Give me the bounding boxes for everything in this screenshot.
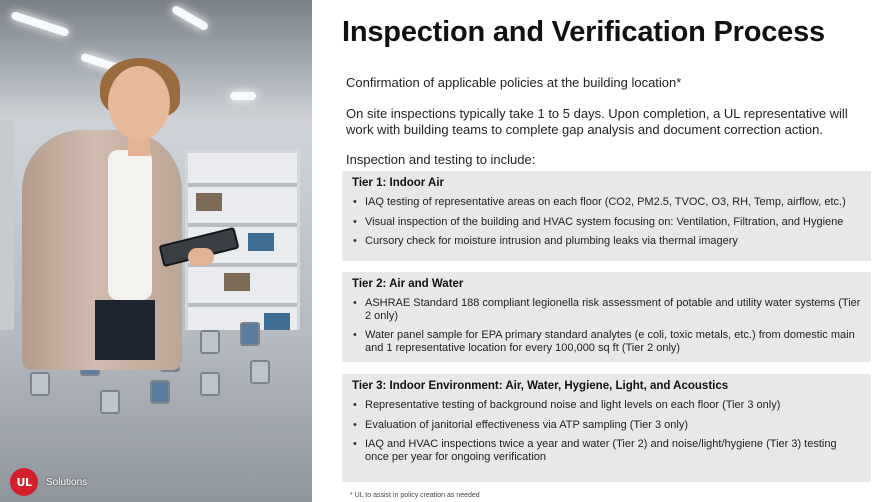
person-shirt <box>108 150 152 300</box>
person-head <box>108 66 170 140</box>
photo-pillar <box>0 120 14 340</box>
ul-logo-icon: UL <box>10 468 38 496</box>
photo-device <box>240 322 260 346</box>
list-item: • Visual inspection of the building and HVAC system focusing on: Ventilation, Filtration, and Hygiene <box>352 216 861 229</box>
footnote: * UL to assist in policy creation as needed <box>350 492 480 499</box>
list-item: • Representative testing of background noise and light levels on each floor (Tier 3 only) <box>352 399 861 412</box>
list-item: • IAQ testing of representative areas on each floor (CO2, PM2.5, TVOC, O3, RH, Temp, airflow, etc.) <box>352 196 861 209</box>
brand-logo <box>10 468 87 496</box>
tier-list <box>352 399 861 463</box>
description-text: On site inspections typically take 1 to 5 days. Upon completion, a UL representative will work with building teams to complete gap analysis and document correction action. <box>346 106 848 137</box>
intro-text: Confirmation of applicable policies at the building location* <box>346 75 682 90</box>
photo-device <box>100 390 120 414</box>
tier-3-box <box>342 374 871 482</box>
photo-device <box>30 372 50 396</box>
brand-name: Solutions <box>46 476 88 488</box>
slide-content <box>312 0 883 502</box>
photo-device <box>250 360 270 384</box>
list-item: • Evaluation of janitorial effectiveness via ATP sampling (Tier 3 only) <box>352 419 861 432</box>
inspection-lead-text: Inspection and testing to include: <box>346 152 536 167</box>
hero-photo <box>0 0 312 502</box>
tier-list <box>352 196 861 248</box>
slide-title: Inspection and Verification Process <box>342 16 825 48</box>
list-item: • Water panel sample for EPA primary standard analytes (e coli, toxic metals, etc.) from domestic main and 1 representative location for every 100,000 sq ft (Tier 2 only) <box>352 329 861 354</box>
tier-heading: Tier 1: Indoor Air <box>352 177 445 189</box>
photo-device <box>200 372 220 396</box>
ceiling-light <box>230 92 256 100</box>
tier-1-box <box>342 171 871 261</box>
tier-list <box>352 297 861 354</box>
person-pants <box>95 300 155 360</box>
tier-heading: Tier 3: Indoor Environment: Air, Water, Hygiene, Light, and Acoustics <box>352 380 729 392</box>
list-item: • Cursory check for moisture intrusion and plumbing leaks via thermal imagery <box>352 235 861 248</box>
photo-device <box>150 380 170 404</box>
person-hand <box>188 248 214 266</box>
photo-device <box>200 330 220 354</box>
list-item: • IAQ and HVAC inspections twice a year and water (Tier 2) and noise/light/hygiene (Tier 3) testing once per year for ongoing verification <box>352 438 861 463</box>
tier-2-box <box>342 272 871 362</box>
tier-heading: Tier 2: Air and Water <box>352 278 464 290</box>
list-item: • ASHRAE Standard 188 compliant legionella risk assessment of potable and utility water systems (Tier 2 only) <box>352 297 861 322</box>
